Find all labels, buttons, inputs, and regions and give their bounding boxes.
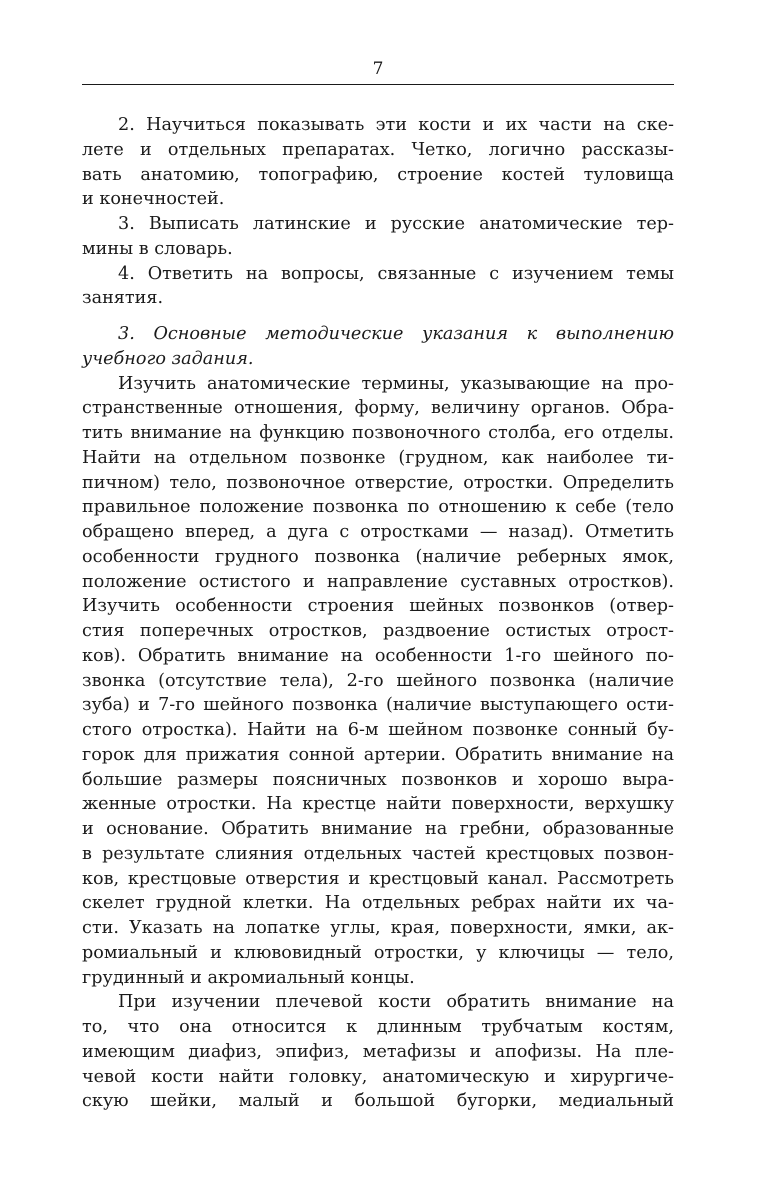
text-line: пичном) тело, позвоночное отверстие, отростки. Определить [82,472,674,493]
text-line: обращено вперед, а дуга с отростками — назад). Отметить [82,522,674,542]
text-line: Найти на отдельном позвонке (грудном, как наиболее ти- [82,447,674,468]
text-line: Изучить анатомические термины, указывающие на про- [118,373,674,394]
text-line: тить внимание на функцию позвоночного столба, его отделы. [82,423,674,443]
text-line: зуба) и 7-го шейного позвонка (наличие выступающего ости- [82,695,674,716]
text-line: и конечностей. [82,189,225,210]
text-line: странственные отношения, форму, величину органов. Обра- [82,398,674,419]
text-line: вать анатомию, топографию, строение костей туловища [82,164,674,185]
text-line: и основание. Обратить внимание на гребни, образованные [82,819,674,839]
text-line: звонка (отсутствие тела), 2-го шейного позвонка (наличие [82,670,674,691]
section-heading-line: 3. Основные методические указания к выполнению [118,324,674,344]
header-rule [82,84,674,85]
text-line: положение остистого и направление суставных отростков). [82,571,674,592]
text-line: в результате слияния отдельных частей крестцовых позвон- [82,843,674,864]
text-line: горок для прижатия сонной артерии. Обратить внимание на [82,744,674,765]
text-line: 3. Выписать латинские и русские анатомические тер- [118,214,674,234]
text-line: правильное положение позвонка по отношению к себе (тело [82,497,674,518]
text-line: большие размеры поясничных позвонков и хорошо выра- [82,769,674,790]
text-line: грудинный и акромиальный концы. [82,967,415,988]
text-line: женные отростки. На крестце найти поверхности, верхушку [82,794,674,815]
text-line: скую шейки, малый и большой бугорки, медиальный [82,1091,674,1112]
text-line: лете и отдельных препаратах. Четко, логично рассказы- [82,139,674,160]
section-gap [82,311,674,322]
text-line: ромиальный и клювовидный отростки, у ключицы — тело, [82,942,674,963]
text-line: скелет грудной клетки. На отдельных ребрах найти их ча- [82,893,674,914]
text-line: сти. Указать на лопатке углы, края, поверхности, ямки, ак- [82,918,674,938]
text-line: ков). Обратить внимание на особенности 1-го шейного по- [82,645,674,666]
text-line: 2. Научиться показывать эти кости и их части на ске- [118,115,674,135]
text-line: Изучить особенности строения шейных позвонков (отвер- [82,596,674,617]
text-line: ков, крестцовые отверстия и крестцовый канал. Рассмотреть [82,868,674,889]
text-line: занятия. [82,288,164,309]
text-line: стого отростка). Найти на 6-м шейном позвонке сонный бу- [82,720,674,740]
text-line: 4. Ответить на вопросы, связанные с изучением темы [118,263,674,284]
book-page [82,58,674,1114]
text-line: При изучении плечевой кости обратить внимание на [118,992,674,1013]
page-number: 7 [372,59,384,79]
text-line: чевой кости найти головку, анатомическую и хирургиче- [82,1066,674,1087]
text-line: стия поперечных отростков, раздвоение остистых отрост- [82,621,674,641]
section-heading-line: учебного задания. [82,348,254,369]
text-line: особенности грудного позвонка (наличие реберных ямок, [82,546,674,567]
text-line: имеющим диафиз, эпифиз, метафизы и апофизы. На пле- [82,1041,674,1062]
text-line: то, что она относится к длинным трубчатым костям, [82,1017,674,1037]
text-line: мины в словарь. [82,238,233,259]
